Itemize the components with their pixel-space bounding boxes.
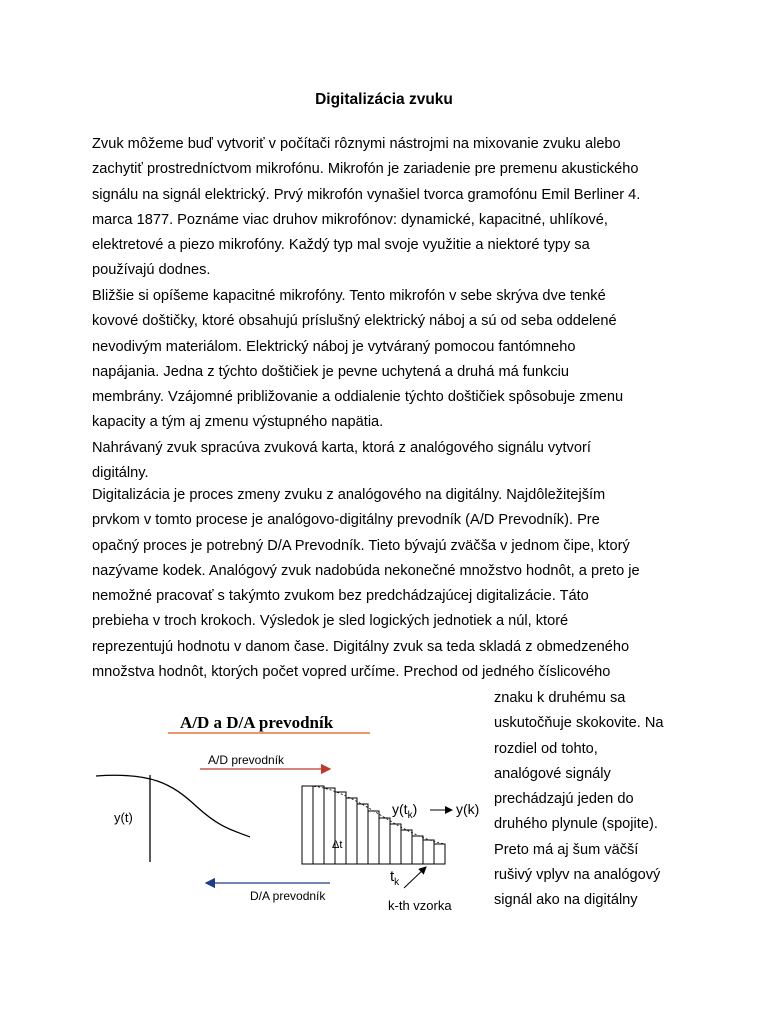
ad-converter-label: A/D prevodník: [208, 753, 285, 767]
sample-value-prefix: y(t: [392, 801, 408, 817]
text-line: elektretové a piezo mikrofóny. Každý typ mal svoje využitie a niektoré typy sa: [92, 237, 590, 254]
digital-output-label: y(k): [456, 801, 480, 817]
text-line: napájania. Jedna z týchto doštičiek je pevne uchytená a druhá má funkciu: [92, 363, 570, 380]
text-line: analógové signály: [494, 765, 611, 782]
analog-signal-curve: [96, 775, 250, 837]
text-line: prebieha v troch krokoch. Výsledok je sled logických jednotiek a núl, ktoré: [92, 613, 569, 630]
analog-value-label: y(t): [114, 810, 133, 825]
text-line: kapacity a tým aj zmenu výstupného napätia.: [92, 414, 384, 431]
figure-title: A/D a D/A prevodník: [180, 713, 334, 732]
kth-sample-pointer: [404, 867, 426, 888]
sample-time-t: t: [390, 868, 395, 885]
sample-time-label: [390, 868, 400, 888]
text-line: nazývame kodek. Analógový zvuk nadobúda nekonečné množstvo hodnôt, a preto je: [92, 562, 640, 579]
text-line: kovové doštičky, ktoré obsahujú príslušný elektrický náboj a sú od seba oddelené: [92, 313, 617, 330]
text-line: druhého plynule (spojite).: [494, 816, 658, 833]
text-line: prechádzajú jeden do: [494, 791, 634, 808]
sample-time-subscript: k: [394, 877, 400, 888]
text-line: nevodivým materiálom. Elektrický náboj je vytváraný pomocou fantómneho: [92, 338, 576, 355]
sampled-staircase: [302, 786, 445, 864]
text-line: opačný proces je potrebný D/A Prevodník. Tieto bývajú zväčša v jednom čipe, ktorý: [92, 537, 630, 554]
text-line: reprezentujú hodnotu v danom čase. Digitálny zvuk sa teda skladá z obmedzeného: [92, 638, 630, 655]
sample-value-subscript: k: [407, 810, 413, 821]
paragraph-digitalization: [92, 483, 692, 685]
sample-value-label: [392, 801, 417, 821]
da-converter-label: D/A prevodník: [250, 889, 326, 903]
text-line: prvkom v tomto procese je analógovo-digitálny prevodník (A/D Prevodník). Pre: [92, 512, 600, 529]
text-line: nemožné pracovať s takýmto zvukom bez predchádzajúcej digitalizácie. Táto: [92, 588, 589, 605]
kth-sample-label: k-th vzorka: [388, 898, 452, 913]
delta-t-label: Δt: [332, 839, 343, 851]
text-line: membrány. Vzájomné približovanie a oddialenie týchto doštičiek spôsobuje zmenu: [92, 389, 624, 406]
text-line: Preto má aj šum väčší: [494, 841, 639, 858]
ad-da-converter-figure: [92, 700, 482, 915]
paragraph-microphones-intro: [92, 132, 692, 284]
text-line: používajú dodnes.: [92, 262, 211, 279]
text-line: Digitalizácia je proces zmeny zvuku z analógového na digitálny. Najdôležitejším: [92, 487, 606, 503]
text-line: digitálny.: [92, 465, 149, 482]
text-line: množstva hodnôt, ktorých počet vopred určíme. Prechod od jedného číslicového: [92, 664, 611, 681]
converter-diagram: [92, 700, 482, 915]
side-text-column: [494, 686, 694, 914]
sample-value-close: ): [412, 801, 418, 817]
text-line: znaku k druhému sa: [494, 690, 626, 706]
text-line: marca 1877. Poznáme viac druhov mikrofónov: dynamické, kapacitné, uhlíkové,: [92, 211, 608, 228]
text-line: Nahrávaný zvuk spracúva zvuková karta, ktorá z analógového signálu vytvorí: [92, 440, 591, 456]
text-line: Bližšie si opíšeme kapacitné mikrofóny. Tento mikrofón v sebe skrýva dve tenké: [92, 288, 606, 304]
page-title: Digitalizácia zvuku: [315, 91, 453, 108]
text-line: signál ako na digitálny: [494, 892, 638, 909]
paragraph-sound-card: [92, 436, 692, 487]
text-line: zachytiť prostredníctvom mikrofónu. Mikrofón je zariadenie pre premenu akustického: [92, 161, 639, 178]
text-line: signálu na signál elektrický. Prvý mikrofón vynašiel tvorca gramofónu Emil Berliner 4.: [92, 186, 641, 203]
text-line: uskutočňuje skokovite. Na: [494, 715, 664, 732]
text-line: rozdiel od tohto,: [494, 740, 598, 757]
text-line: Zvuk môžeme buď vytvoriť v počítači rôznymi nástrojmi na mixovanie zvuku alebo: [92, 136, 621, 152]
paragraph-capacitive-microphones: [92, 284, 692, 436]
text-line: rušivý vplyv na analógový: [494, 867, 661, 884]
